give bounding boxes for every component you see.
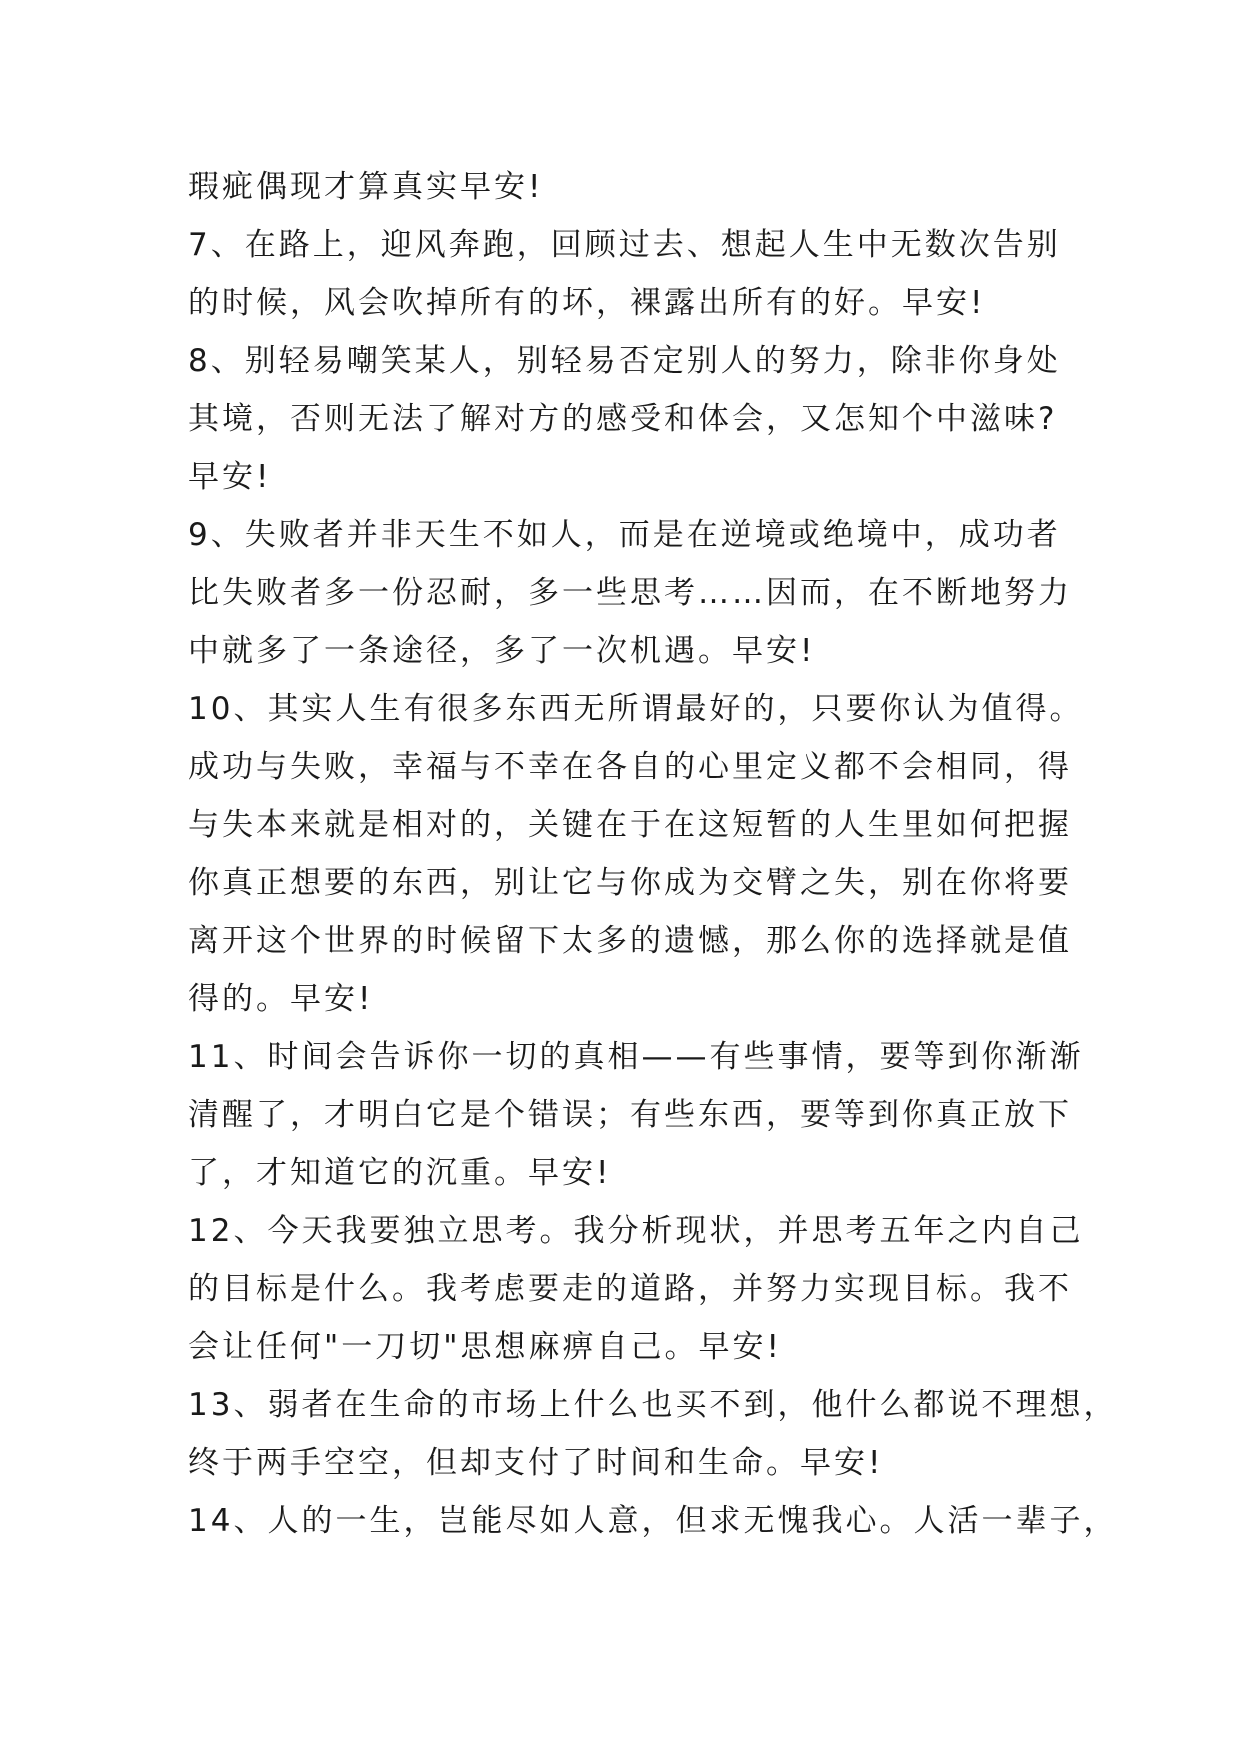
text-line: 11、时间会告诉你一切的真相——有些事情，要等到你渐渐 bbox=[188, 1039, 1084, 1075]
text-line: 的时候，风会吹掉所有的坏，裸露出所有的好。早安! bbox=[188, 285, 986, 321]
text-line: 成功与失败，幸福与不幸在各自的心里定义都不会相同，得 bbox=[188, 749, 1072, 785]
text-line: 终于两手空空，但却支付了时间和生命。早安! bbox=[188, 1445, 884, 1481]
text-line: 14、人的一生，岂能尽如人意，但求无愧我心。人活一辈子， bbox=[188, 1503, 1118, 1539]
text-line: 会让任何"一刀切"思想麻痹自己。早安! bbox=[188, 1329, 782, 1365]
text-line: 10、其实人生有很多东西无所谓最好的，只要你认为值得。 bbox=[188, 691, 1084, 727]
text-line: 12、今天我要独立思考。我分析现状，并思考五年之内自己 bbox=[188, 1213, 1084, 1249]
text-line: 得的。早安! bbox=[188, 981, 374, 1017]
text-line: 中就多了一条途径，多了一次机遇。早安! bbox=[188, 633, 816, 669]
text-line: 比失败者多一份忍耐，多一些思考……因而，在不断地努力 bbox=[188, 575, 1072, 611]
text-line: 离开这个世界的时候留下太多的遗憾，那么你的选择就是值 bbox=[188, 923, 1072, 959]
body-text bbox=[188, 158, 1118, 1550]
text-line: 与失本来就是相对的，关键在于在这短暂的人生里如何把握 bbox=[188, 807, 1072, 843]
text-line: 的目标是什么。我考虑要走的道路，并努力实现目标。我不 bbox=[188, 1271, 1072, 1307]
text-line: 7、在路上，迎风奔跑，回顾过去、想起人生中无数次告别 bbox=[188, 227, 1061, 263]
text-line: 了，才知道它的沉重。早安! bbox=[188, 1155, 612, 1191]
text-line: 清醒了，才明白它是个错误；有些东西，要等到你真正放下 bbox=[188, 1097, 1072, 1133]
text-line: 9、失败者并非天生不如人，而是在逆境或绝境中，成功者 bbox=[188, 517, 1061, 553]
text-line: 13、弱者在生命的市场上什么也买不到，他什么都说不理想， bbox=[188, 1387, 1118, 1423]
text-line: 其境，否则无法了解对方的感受和体会，又怎知个中滋味? bbox=[188, 401, 1058, 437]
text-line: 早安! bbox=[188, 459, 272, 495]
text-line: 瑕疵偶现才算真实早安! bbox=[188, 169, 544, 205]
text-line: 8、别轻易嘲笑某人，别轻易否定别人的努力，除非你身处 bbox=[188, 343, 1061, 379]
text-line: 你真正想要的东西，别让它与你成为交臂之失，别在你将要 bbox=[188, 865, 1072, 901]
